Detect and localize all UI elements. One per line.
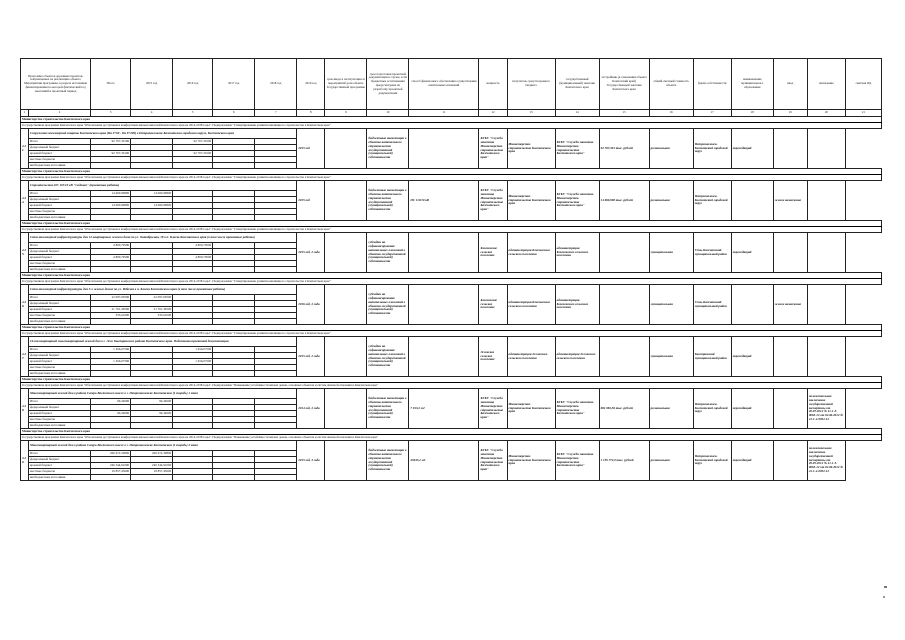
funding-source-label: краевой бюджет <box>29 359 91 365</box>
header-cell: 2018 год <box>255 59 297 110</box>
amount-2017 <box>213 475 255 481</box>
total-amount: 21 761,39500 <box>91 307 131 313</box>
funding-source-label: краевой бюджет <box>29 411 91 417</box>
commissioning-period: 2015 год <box>297 181 325 221</box>
object-number: 4.24. <box>21 181 29 221</box>
program-title: Государственная программа Камчатского края "Обеспечение доступным и комфортным жильем жителей Камчатского края на 2014-2018 годы". Подпрограмма "Стимулирование развития жилищного строительства в Камчатском крае" <box>21 175 882 181</box>
object-title: Сети инженерной инфраструктуры для 3-х жилых домов по ул. Рабочая в п. Ключи Камчатского края (в том числе проектные работы) <box>29 285 297 295</box>
funding-source-label: местные бюджеты <box>29 209 91 215</box>
design-period <box>325 389 367 429</box>
funding-source-label: внебюджетные источники <box>29 215 91 221</box>
funding-source-label: местные бюджеты <box>29 157 91 163</box>
budget-recipient: КГКУ "Служба заказчика Министерства строительства Камчатского края" <box>479 441 507 481</box>
object-row <box>21 285 882 295</box>
financing-method: бюджетные инвестиции в объекты капитального строительства государственной (муниципальной) собственности <box>367 129 409 169</box>
capacity <box>409 129 479 169</box>
section-title: Министерство строительства Камчатского края <box>21 325 882 331</box>
object-title: Многоквартирный жилой дом в районе Северо-Восточного шоссе в г. Петропавловске-Камчатском (I очередь) 2 этап <box>29 441 297 451</box>
commissioning: переходящий <box>731 389 773 429</box>
total-amount <box>91 475 131 481</box>
state-customer: администрация Ключевского сельского поселения <box>507 285 555 325</box>
financing-method: субсидии на софинансирование капитальных вложений в объекты государственной (муниципальной) собственности <box>367 337 409 377</box>
purpose <box>773 389 807 429</box>
total-amount: 335,61000 <box>91 313 131 319</box>
design-docs <box>807 337 845 377</box>
scan-mark <box>883 596 885 598</box>
header-cell: застройщик (в отношении объекта Камчатский край) Государственный заказчик Камчатского края <box>599 59 649 110</box>
financing-method: субсидии на софинансирование капитальных вложений в объекты государственной (муниципальной) собственности <box>367 285 409 325</box>
design-period <box>325 129 367 169</box>
ownership-form: муниципальная <box>649 337 693 377</box>
funding-source-label: местные бюджеты <box>29 417 91 423</box>
total-amount: 22 097,00500 <box>91 295 131 301</box>
column-number: 13 <box>507 110 555 117</box>
ownership-form: муниципальная <box>649 233 693 273</box>
column-number: 20 <box>807 110 845 117</box>
municipality: Петропавловск-Камчатский городской округ <box>693 441 731 481</box>
column-number: 18 <box>731 110 773 117</box>
amount-2015: 266 672,30800 <box>131 451 173 457</box>
estimated-cost: 92 767,301 тыс. рублей <box>599 129 649 169</box>
column-number: 12 <box>479 110 507 117</box>
program-title: Государственная программа Камчатского края "Обеспечение доступным и комфортным жильем жителей Камчатского края на 2014-2018 годы". Подпрограмма "Повышение устойчивости жилых домов, основных объектов и систем жизнеобеспечения в Камчатском крае" <box>21 435 882 441</box>
object-title: Строительство ПС 110/10 кВ "Садовая" (проектные работы) <box>29 181 297 191</box>
municipality: Петропавловск-Камчатский городской округ <box>693 129 731 169</box>
column-number-row <box>21 110 882 117</box>
ownership-form: региональная <box>649 181 693 221</box>
amount-2015: 21 761,39500 <box>131 307 173 313</box>
total-amount: 266 672,30800 <box>91 451 131 457</box>
object-row <box>21 181 882 191</box>
section-title: Министерство строительства Камчатского края <box>21 377 882 383</box>
state-customer: администрация Эссовского сельского поселения <box>507 337 555 377</box>
financing-method: субсидии на софинансирование капитальных вложений в объекты государственной (муниципальной) собственности <box>367 233 409 273</box>
commissioning-period: 2015 год, 3 года <box>297 441 325 481</box>
program-title: Государственная программа Камчатского края "Обеспечение доступным и комфортным жильем жителей Камчатского края на 2014-2018 годы". Подпрограмма "Стимулирование развития жилищного строительства в Камчатском крае" <box>21 227 882 233</box>
column-number: 9 <box>325 110 367 117</box>
developer: администрация Эссовского сельского поселения <box>555 337 599 377</box>
budget-recipient: КГКУ "Служба заказчика Министерства строительства Камчатского края" <box>479 129 507 169</box>
funding-source-label: Итого <box>29 399 91 405</box>
financing-method: бюджетные инвестиции в объекты капитального строительства государственной (муниципальной) собственности <box>367 181 409 221</box>
state-customer: Министерство строительства Камчатского края <box>507 389 555 429</box>
funding-source-label: федеральный бюджет <box>29 457 91 463</box>
header-cell: Итого <box>91 59 131 110</box>
header-cell: государственный (муниципальный) заказчик Камчатского края <box>555 59 599 110</box>
municipality: Усть-Камчатский муниципальный район <box>693 233 731 273</box>
commissioning-period: 2016 год, 2 года <box>297 285 325 325</box>
header-cell: форма собственности <box>693 59 731 110</box>
state-customer: Министерство строительства Камчатского края <box>507 181 555 221</box>
design-docs <box>807 285 845 325</box>
budget-recipient: Ключевское сельское поселение <box>479 233 507 273</box>
column-number: 8 <box>297 110 325 117</box>
capacity <box>409 233 479 273</box>
total-amount: 246 344,91000 <box>91 463 131 469</box>
column-number: 1 <box>21 110 29 117</box>
header-cell: общий сметный стоимость объекта <box>649 59 693 110</box>
object-row <box>21 337 882 347</box>
purpose <box>773 233 807 273</box>
object-number: 4.26. <box>21 285 29 325</box>
column-number: 21 <box>845 110 881 117</box>
funding-source-label: федеральный бюджет <box>29 405 91 411</box>
header-cell: способ финансового обеспечения осуществления капитальных вложений <box>409 59 479 110</box>
table-header <box>21 59 882 117</box>
amount-2016: 1 456,67500 <box>173 359 213 365</box>
amount-2016 <box>173 475 213 481</box>
capacity: 7 193,2 м2 <box>409 389 479 429</box>
amount-2018 <box>255 475 297 481</box>
amount-2015: 14 660,99800 <box>131 191 173 197</box>
funding-source-label: федеральный бюджет <box>29 249 91 255</box>
design-docs <box>807 181 845 221</box>
section-title: Министерство строительства Камчатского края <box>21 169 882 175</box>
column-number: 5 <box>173 110 213 117</box>
program-title: Государственная программа Камчатского края "Обеспечение доступным и комфортным жильем жителей Камчатского края на 2014-2018 годы". Подпрограмма "Стимулирование развития жилищного строительства в Камчатском крае" <box>21 279 882 285</box>
object-title: Сооружение инженерной защиты Камчатского края (Пк 0+00 - Пк 8+299) в Петропавловске-Камчатском городском округе, Камчатского края <box>29 129 297 139</box>
capacity: ПС 110/10 кВ <box>409 181 479 221</box>
total-amount: 1 456,67500 <box>91 359 131 365</box>
funding-source-label: Итого <box>29 347 91 353</box>
total-amount: 96,34600 <box>91 399 131 405</box>
object-number: 4.25. <box>21 233 29 273</box>
developer: КГКУ "Служба заказчика Министерства строительства Камчатского края" <box>555 441 599 481</box>
object-number: 4.27. <box>21 337 29 377</box>
purpose <box>773 337 807 377</box>
object-number: 4.29. <box>21 441 29 481</box>
table-body <box>21 117 882 481</box>
amount-2015: 14 660,99800 <box>131 203 173 209</box>
column-number: 4 <box>131 110 173 117</box>
column-number: 14 <box>555 110 599 117</box>
object-row <box>21 129 882 139</box>
header-cell: 2016 год <box>173 59 213 110</box>
funding-source-label: краевой бюджет <box>29 307 91 313</box>
funding-source-label: местные бюджеты <box>29 365 91 371</box>
funding-source-label: Итого <box>29 243 91 249</box>
section-title: Министерство строительства Камчатского края <box>21 221 882 227</box>
purpose: жилое назначение <box>773 181 807 221</box>
total-amount: 14 660,99800 <box>91 203 131 209</box>
funding-source-label: Итого <box>29 191 91 197</box>
section-title: Министерство строительства Камчатского края <box>21 273 882 279</box>
header-cell: мощность <box>479 59 507 110</box>
funding-source-label: федеральный бюджет <box>29 145 91 151</box>
design-period <box>325 181 367 221</box>
amount-2015: 96,34600 <box>131 411 173 417</box>
design-period <box>325 441 367 481</box>
capacity <box>409 285 479 325</box>
section-title: Министерство строительства Камчатского края <box>21 117 882 123</box>
header-cell: сметная ПД <box>845 59 881 110</box>
amount-2015: 246 344,91000 <box>131 463 173 469</box>
funding-source-label: внебюджетные источники <box>29 163 91 169</box>
budget-recipient: КГКУ "Служба заказчика Министерства строительства Камчатского края" <box>479 181 507 221</box>
commissioning-period: 2015 год, 2 года <box>297 337 325 377</box>
design-period <box>325 285 367 325</box>
purpose: жилое назначение <box>773 285 807 325</box>
state-customer: администрация Ключевского сельского поселения <box>507 233 555 273</box>
document-sheet <box>20 58 882 481</box>
commissioning <box>731 181 773 221</box>
total-amount: 4 800,79500 <box>91 243 131 249</box>
funding-source-label: федеральный бюджет <box>29 301 91 307</box>
column-number: 7 <box>255 110 297 117</box>
funding-source-label: Итого <box>29 139 91 145</box>
funding-source-label: внебюджетные источники <box>29 423 91 429</box>
funding-source-label: федеральный бюджет <box>29 197 91 203</box>
ownership-form: региональная <box>649 389 693 429</box>
column-number: 3 <box>91 110 131 117</box>
developer: администрация Ключевского сельского поселения <box>555 285 599 325</box>
funding-source-label: Итого <box>29 295 91 301</box>
commissioning-period: 2014 год, 2 года <box>297 389 325 429</box>
state-customer: Министерство строительства Камчатского края <box>507 441 555 481</box>
developer: КГКУ "Служба заказчика Министерства строительства Камчатского края" <box>555 181 599 221</box>
estimated-cost: 684 082,56 тыс. рублей <box>599 389 649 429</box>
amount-2016: 92 767,30100 <box>173 151 213 157</box>
funding-source-label: краевой бюджет <box>29 463 91 469</box>
program-title: Государственная программа Камчатского края "Обеспечение доступным и комфортным жильем жителей Камчатского края на 2014-2018 годы". Подпрограмма "Стимулирование развития жилищного строительства в Камчатском крае" <box>21 331 882 337</box>
column-number: 10 <box>367 110 409 117</box>
total-amount: 92 767,30100 <box>91 139 131 145</box>
developer: администрация Ключевского сельского поселения <box>555 233 599 273</box>
funding-source-label: внебюджетные источники <box>29 319 91 325</box>
funding-source-label: местные бюджеты <box>29 469 91 475</box>
funding-source-label: местные бюджеты <box>29 313 91 319</box>
total-amount: 14 660,99800 <box>91 191 131 197</box>
design-docs: положительное заключение государственной экспертизы от 29.05.2012 № 41-1-5-0063-12 от 04.06.2012 № 41-1-4-0052-12 <box>807 441 845 481</box>
state-customer: Министерство строительства Камчатского края <box>507 129 555 169</box>
financing-method: бюджетные инвестиции в объекты капитального строительства государственной (муниципальной) собственности <box>367 441 409 481</box>
total-amount: 92 767,30100 <box>91 151 131 157</box>
commissioning: переходящий <box>731 129 773 169</box>
amount-2015: 335,61000 <box>131 313 173 319</box>
header-cell: наименование муниципального образования <box>731 59 773 110</box>
purpose <box>773 441 807 481</box>
amount-2016: 1 456,67500 <box>173 347 213 353</box>
object-title: 16-ти квартирный многоквартирный жилой дом в с. Эссо Быстринского района Камчатского края. Подготовка проектной документации <box>29 337 297 347</box>
column-number: 17 <box>693 110 731 117</box>
municipality: Петропавловск-Камчатский городской округ <box>693 181 731 221</box>
amount-2015: 19 857,45600 <box>131 469 173 475</box>
amount-2016: 4 800,79500 <box>173 243 213 249</box>
financing-method: бюджетные инвестиции в объекты капитального строительства государственной (муниципальной) собственности <box>367 389 409 429</box>
design-docs: положительное заключение государственной экспертизы от 20.05.2012 № 41-1-5-0063-12 от 04.06.2012 № 41-1-4-0052-12 <box>807 389 845 429</box>
estimated-cost <box>599 337 649 377</box>
amount-2016: 4 800,79500 <box>173 255 213 261</box>
program-title: Государственная программа Камчатского края "Обеспечение доступным и комфортным жильем жителей Камчатского края на 2014-2018 годы". Подпрограмма "Повышение устойчивости жилых домов, основных объектов и систем жизнеобеспечения в Камчатском крае" <box>21 383 882 389</box>
header-cell: срок подготовки проектной документации в случае, если бюджетные ассигнования предусмотрены на разработку проектной документации <box>367 59 409 110</box>
header-cell: 2017 год <box>213 59 255 110</box>
program-title: Государственная программа Камчатского края "Обеспечение доступным и комфортным жильем жителей Камчатского края на 2014-2018 годы". Подпрограмма "Стимулирование развития жилищного строительства в Камчатском крае" <box>21 123 882 129</box>
object-number: 4.21. <box>21 129 29 169</box>
developer: КГКУ "Служба заказчика Министерства строительства Камчатского края" <box>555 129 599 169</box>
amount-2016: 92 767,30100 <box>173 139 213 145</box>
object-row <box>21 233 882 243</box>
capacity: 20323,2 м2 <box>409 441 479 481</box>
design-docs <box>807 233 845 273</box>
header-cell: назначение <box>807 59 845 110</box>
capacity <box>409 337 479 377</box>
object-title: Многоквартирный жилой дом в районе Северо-Восточного шоссе в г. Петропавловске-Камчатском (I очередь) 1 этап <box>29 389 297 399</box>
column-number: 16 <box>649 110 693 117</box>
municipality: Быстринский муниципальный район <box>693 337 731 377</box>
funding-source-label: внебюджетные источники <box>29 475 91 481</box>
funding-source-label: Итого <box>29 451 91 457</box>
header-row <box>21 59 882 110</box>
budget-recipient: КГКУ "Служба заказчика Министерства строительства Камчатского края" <box>479 389 507 429</box>
estimated-cost <box>599 285 649 325</box>
ownership-form: муниципальная <box>649 285 693 325</box>
commissioning <box>731 285 773 325</box>
object-number: 4.28. <box>21 389 29 429</box>
estimated-cost: 14 660,998 тыс. рублей <box>599 181 649 221</box>
header-cell: получатель средств краевого бюджета <box>507 59 555 110</box>
purpose <box>773 129 807 169</box>
funding-source-label: внебюджетные источники <box>29 371 91 377</box>
municipality: Петропавловск-Камчатский городской округ <box>693 389 731 429</box>
commissioning-period: 2015 год, 2 года <box>297 233 325 273</box>
column-number: 11 <box>409 110 479 117</box>
investment-table <box>20 58 882 481</box>
column-number: 15 <box>599 110 649 117</box>
funding-source-label: местные бюджеты <box>29 261 91 267</box>
design-period <box>325 337 367 377</box>
header-cell: Программа объектов дорожных проектов, направленных на реализацию объекта Мероприятия программы, в разрезе источников финансирования по которой фактический год окончаний и проектный период <box>21 59 91 110</box>
funding-source-label: внебюджетные источники <box>29 267 91 273</box>
estimated-cost: 1 159 772,0 тыс. рублей <box>599 441 649 481</box>
design-period <box>325 233 367 273</box>
budget-recipient: Ключевское сельское поселение <box>479 285 507 325</box>
total-amount: 19 857,45600 <box>91 469 131 475</box>
header-cell: ввод <box>773 59 807 110</box>
section-title: Министерство строительства Камчатского края <box>21 429 882 435</box>
header-cell: срок ввода в эксплуатацию и мероприятий доля объекта Государственной программы <box>325 59 367 110</box>
total-amount: 4 800,79500 <box>91 255 131 261</box>
funding-source-label: краевой бюджет <box>29 255 91 261</box>
object-title: Сети инженерной инфраструктуры для 12-квартирного жилого дома по ул. Октябрьская, 18 в п. Ключи Камчатского края (в том числе проектные работы) <box>29 233 297 243</box>
funding-source-label: краевой бюджет <box>29 151 91 157</box>
funding-source-label: федеральный бюджет <box>29 353 91 359</box>
amount-2015 <box>131 475 173 481</box>
commissioning: переходящий <box>731 441 773 481</box>
commissioning-period: 2015 год <box>297 129 325 169</box>
ownership-form: региональная <box>649 441 693 481</box>
commissioning: переходящий <box>731 233 773 273</box>
total-amount: 96,34600 <box>91 411 131 417</box>
budget-recipient: Эссовское сельское поселение <box>479 337 507 377</box>
developer: КГКУ "Служба заказчика Министерства строительства Камчатского края" <box>555 389 599 429</box>
object-row <box>21 441 882 451</box>
municipality: Усть-Камчатский муниципальный район <box>693 285 731 325</box>
column-number: 6 <box>213 110 255 117</box>
total-amount: 1 456,67500 <box>91 347 131 353</box>
column-number: 19 <box>773 110 807 117</box>
object-row <box>21 389 882 399</box>
scan-mark <box>884 586 887 588</box>
design-docs <box>807 129 845 169</box>
ownership-form: региональная <box>649 129 693 169</box>
header-cell: 2019 год <box>297 59 325 110</box>
commissioning: переходящий <box>731 337 773 377</box>
column-number: 2 <box>29 110 91 117</box>
estimated-cost <box>599 233 649 273</box>
amount-2015: 22 097,00500 <box>131 295 173 301</box>
funding-source-label: краевой бюджет <box>29 203 91 209</box>
header-cell: 2015 год <box>131 59 173 110</box>
amount-2015: 96,34600 <box>131 399 173 405</box>
